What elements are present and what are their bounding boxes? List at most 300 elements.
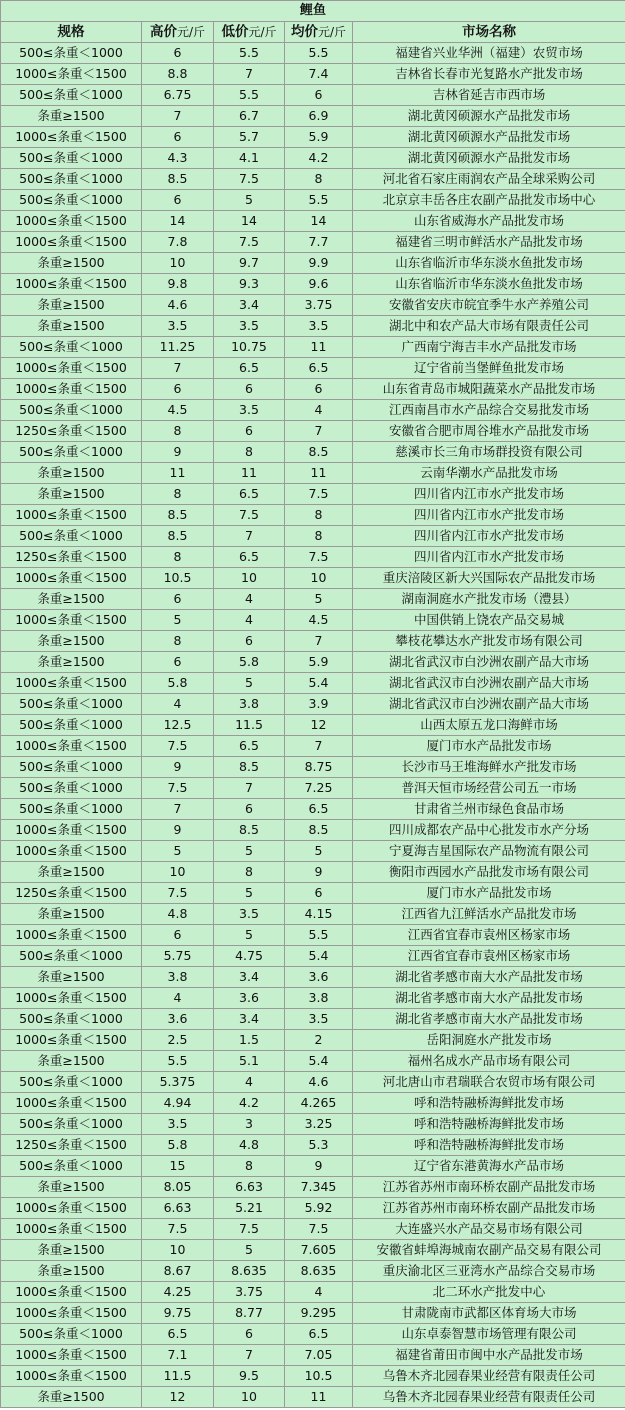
table-row bbox=[1, 421, 625, 442]
cell-market: 乌鲁木齐北园春果业经营有限责任公司 bbox=[353, 1366, 625, 1387]
cell-low: 3.4 bbox=[214, 295, 285, 316]
table-row bbox=[1, 589, 625, 610]
cell-avg: 8.5 bbox=[285, 820, 353, 841]
cell-spec: 条重≥1500 bbox=[1, 904, 142, 925]
cell-low: 3.5 bbox=[214, 316, 285, 337]
cell-avg: 4.5 bbox=[285, 610, 353, 631]
cell-high: 10.5 bbox=[142, 568, 214, 589]
cell-high: 9.75 bbox=[142, 1303, 214, 1324]
cell-market: 宁夏海吉星国际农产品物流有限公司 bbox=[353, 841, 625, 862]
cell-low: 3.4 bbox=[214, 1009, 285, 1030]
cell-spec: 500≤条重＜1000 bbox=[1, 190, 142, 211]
cell-high: 6 bbox=[142, 925, 214, 946]
cell-low: 8.5 bbox=[214, 757, 285, 778]
cell-market: 攀枝花攀达水产批发市场有限公司 bbox=[353, 631, 625, 652]
cell-high: 4.3 bbox=[142, 148, 214, 169]
cell-market: 四川省内江市水产批发市场 bbox=[353, 505, 625, 526]
table-row bbox=[1, 1072, 625, 1093]
cell-market: 福建省兴业华洲（福建）农贸市场 bbox=[353, 43, 625, 64]
cell-market: 安徽省蚌埠海城南农副产品交易有限公司 bbox=[353, 1240, 625, 1261]
table-row bbox=[1, 778, 625, 799]
cell-avg: 3.6 bbox=[285, 967, 353, 988]
cell-spec: 条重≥1500 bbox=[1, 652, 142, 673]
cell-spec: 条重≥1500 bbox=[1, 463, 142, 484]
cell-low: 4 bbox=[214, 589, 285, 610]
cell-avg: 3.25 bbox=[285, 1114, 353, 1135]
cell-market: 长沙市马王堆海鲜水产批发市场 bbox=[353, 757, 625, 778]
cell-low: 11.5 bbox=[214, 715, 285, 736]
table-row bbox=[1, 1366, 625, 1387]
cell-avg: 9.295 bbox=[285, 1303, 353, 1324]
cell-low: 8.5 bbox=[214, 820, 285, 841]
cell-market: 河北省石家庄雨润农产品全球采购公司 bbox=[353, 169, 625, 190]
header-avg bbox=[285, 22, 353, 43]
cell-high: 8.5 bbox=[142, 169, 214, 190]
cell-high: 4 bbox=[142, 988, 214, 1009]
cell-avg: 5.4 bbox=[285, 1051, 353, 1072]
cell-low: 6.5 bbox=[214, 736, 285, 757]
table-row bbox=[1, 1324, 625, 1345]
cell-low: 9.5 bbox=[214, 1366, 285, 1387]
cell-market: 呼和浩特融桥海鲜批发市场 bbox=[353, 1114, 625, 1135]
cell-market: 北京京丰岳各庄农副产品批发市场中心 bbox=[353, 190, 625, 211]
cell-low: 3.6 bbox=[214, 988, 285, 1009]
cell-market: 岳阳洞庭水产批发市场 bbox=[353, 1030, 625, 1051]
cell-market: 北二环水产批发中心 bbox=[353, 1282, 625, 1303]
cell-avg: 5 bbox=[285, 589, 353, 610]
cell-market: 湖北省武汉市白沙洲农副产品大市场 bbox=[353, 652, 625, 673]
cell-avg: 3.75 bbox=[285, 295, 353, 316]
cell-avg: 7 bbox=[285, 421, 353, 442]
cell-low: 6 bbox=[214, 1324, 285, 1345]
cell-high: 9 bbox=[142, 442, 214, 463]
cell-spec: 条重≥1500 bbox=[1, 1261, 142, 1282]
cell-market: 湖北黄冈硕源水产品批发市场 bbox=[353, 148, 625, 169]
cell-high: 10 bbox=[142, 1240, 214, 1261]
cell-market: 甘肃陇南市武都区体育场大市场 bbox=[353, 1303, 625, 1324]
cell-low: 6.63 bbox=[214, 1177, 285, 1198]
cell-high: 3.5 bbox=[142, 1114, 214, 1135]
cell-high: 8.67 bbox=[142, 1261, 214, 1282]
cell-high: 6 bbox=[142, 127, 214, 148]
cell-low: 9.3 bbox=[214, 274, 285, 295]
cell-low: 4.1 bbox=[214, 148, 285, 169]
cell-spec: 500≤条重＜1000 bbox=[1, 400, 142, 421]
cell-spec: 1000≤条重＜1500 bbox=[1, 820, 142, 841]
table-row bbox=[1, 316, 625, 337]
cell-high: 6 bbox=[142, 379, 214, 400]
header-low-label: 低价 bbox=[221, 24, 249, 40]
cell-spec: 1000≤条重＜1500 bbox=[1, 610, 142, 631]
cell-high: 7 bbox=[142, 799, 214, 820]
table-row bbox=[1, 190, 625, 211]
header-avg-label: 均价 bbox=[290, 24, 318, 40]
cell-avg: 8 bbox=[285, 505, 353, 526]
cell-market: 山东省临沂市华东淡水鱼批发市场 bbox=[353, 253, 625, 274]
cell-spec: 条重≥1500 bbox=[1, 631, 142, 652]
cell-spec: 条重≥1500 bbox=[1, 295, 142, 316]
table-row bbox=[1, 820, 625, 841]
cell-high: 8.8 bbox=[142, 64, 214, 85]
cell-low: 4.8 bbox=[214, 1135, 285, 1156]
table-row bbox=[1, 1282, 625, 1303]
cell-high: 4.94 bbox=[142, 1093, 214, 1114]
cell-avg: 6.5 bbox=[285, 358, 353, 379]
cell-market: 吉林省长春市光复路水产批发市场 bbox=[353, 64, 625, 85]
table-row bbox=[1, 295, 625, 316]
cell-low: 3 bbox=[214, 1114, 285, 1135]
cell-market: 普洱天恒市场经营公司五一市场 bbox=[353, 778, 625, 799]
cell-avg: 8.5 bbox=[285, 442, 353, 463]
cell-high: 6.5 bbox=[142, 1324, 214, 1345]
cell-market: 四川成都农产品中心批发市水产分场 bbox=[353, 820, 625, 841]
cell-avg: 9.6 bbox=[285, 274, 353, 295]
table-row bbox=[1, 43, 625, 64]
cell-market: 乌鲁木齐北园春果业经营有限责任公司 bbox=[353, 1387, 625, 1408]
cell-low: 10.75 bbox=[214, 337, 285, 358]
table-row bbox=[1, 1093, 625, 1114]
cell-spec: 500≤条重＜1000 bbox=[1, 148, 142, 169]
header-high-unit: 元/斤 bbox=[176, 25, 206, 39]
cell-spec: 1000≤条重＜1500 bbox=[1, 358, 142, 379]
cell-high: 7.5 bbox=[142, 883, 214, 904]
table-row bbox=[1, 862, 625, 883]
table-row bbox=[1, 274, 625, 295]
cell-spec: 500≤条重＜1000 bbox=[1, 1009, 142, 1030]
cell-high: 3.8 bbox=[142, 967, 214, 988]
cell-market: 甘肃省兰州市绿色食品市场 bbox=[353, 799, 625, 820]
cell-avg: 4.2 bbox=[285, 148, 353, 169]
cell-spec: 500≤条重＜1000 bbox=[1, 778, 142, 799]
cell-high: 7 bbox=[142, 358, 214, 379]
cell-high: 10 bbox=[142, 253, 214, 274]
cell-high: 4.6 bbox=[142, 295, 214, 316]
cell-low: 7 bbox=[214, 778, 285, 799]
cell-market: 湖北省武汉市白沙洲农副产品大市场 bbox=[353, 673, 625, 694]
cell-spec: 条重≥1500 bbox=[1, 1051, 142, 1072]
cell-low: 1.5 bbox=[214, 1030, 285, 1051]
table-row bbox=[1, 148, 625, 169]
table-row bbox=[1, 253, 625, 274]
header-low-unit: 元/斤 bbox=[248, 25, 277, 39]
cell-avg: 14 bbox=[285, 211, 353, 232]
table-row bbox=[1, 526, 625, 547]
cell-low: 6 bbox=[214, 379, 285, 400]
cell-market: 湖北省孝感市南大水产品批发市场 bbox=[353, 988, 625, 1009]
cell-avg: 5.9 bbox=[285, 127, 353, 148]
cell-low: 4.2 bbox=[214, 1093, 285, 1114]
cell-high: 5.5 bbox=[142, 1051, 214, 1072]
cell-low: 8 bbox=[214, 862, 285, 883]
cell-low: 5 bbox=[214, 190, 285, 211]
cell-avg: 8.635 bbox=[285, 1261, 353, 1282]
cell-avg: 5.9 bbox=[285, 652, 353, 673]
table-row bbox=[1, 1135, 625, 1156]
table-row bbox=[1, 484, 625, 505]
cell-spec: 条重≥1500 bbox=[1, 316, 142, 337]
table-row bbox=[1, 1156, 625, 1177]
cell-avg: 12 bbox=[285, 715, 353, 736]
cell-avg: 2 bbox=[285, 1030, 353, 1051]
cell-low: 7 bbox=[214, 64, 285, 85]
cell-avg: 4.265 bbox=[285, 1093, 353, 1114]
cell-avg: 9 bbox=[285, 862, 353, 883]
cell-market: 江西省宜春市袁州区杨家市场 bbox=[353, 946, 625, 967]
cell-market: 呼和浩特融桥海鲜批发市场 bbox=[353, 1135, 625, 1156]
cell-market: 福州名成水产品市场有限公司 bbox=[353, 1051, 625, 1072]
cell-market: 山东省威海水产品批发市场 bbox=[353, 211, 625, 232]
cell-market: 湖北省武汉市白沙洲农副产品大市场 bbox=[353, 694, 625, 715]
table-row bbox=[1, 673, 625, 694]
cell-avg: 5.5 bbox=[285, 190, 353, 211]
table-row bbox=[1, 1009, 625, 1030]
cell-market: 湖北中和农产品大市场有限责任公司 bbox=[353, 316, 625, 337]
cell-spec: 1000≤条重＜1500 bbox=[1, 1303, 142, 1324]
cell-low: 5 bbox=[214, 673, 285, 694]
cell-low: 5 bbox=[214, 1240, 285, 1261]
cell-avg: 6.5 bbox=[285, 1324, 353, 1345]
cell-high: 12.5 bbox=[142, 715, 214, 736]
cell-low: 6.5 bbox=[214, 358, 285, 379]
cell-low: 5 bbox=[214, 841, 285, 862]
header-high-label: 高价 bbox=[149, 24, 177, 40]
cell-high: 11.25 bbox=[142, 337, 214, 358]
table-row bbox=[1, 988, 625, 1009]
cell-high: 5.8 bbox=[142, 1135, 214, 1156]
header-high bbox=[142, 22, 214, 43]
table-row bbox=[1, 904, 625, 925]
cell-avg: 7.5 bbox=[285, 1219, 353, 1240]
cell-avg: 7.05 bbox=[285, 1345, 353, 1366]
table-row bbox=[1, 1114, 625, 1135]
cell-spec: 1250≤条重＜1500 bbox=[1, 421, 142, 442]
cell-high: 8 bbox=[142, 547, 214, 568]
cell-spec: 1000≤条重＜1500 bbox=[1, 1198, 142, 1219]
cell-spec: 500≤条重＜1000 bbox=[1, 1156, 142, 1177]
cell-low: 4.75 bbox=[214, 946, 285, 967]
cell-market: 湖北黄冈硕源水产品批发市场 bbox=[353, 106, 625, 127]
cell-market: 广西南宁海吉丰水产品批发市场 bbox=[353, 337, 625, 358]
cell-avg: 7 bbox=[285, 736, 353, 757]
cell-avg: 6.9 bbox=[285, 106, 353, 127]
cell-high: 4 bbox=[142, 694, 214, 715]
cell-high: 8.05 bbox=[142, 1177, 214, 1198]
cell-market: 江西省宜春市袁州区杨家市场 bbox=[353, 925, 625, 946]
cell-low: 6.7 bbox=[214, 106, 285, 127]
cell-market: 江西南昌市水产品综合交易批发市场 bbox=[353, 400, 625, 421]
table-row bbox=[1, 841, 625, 862]
cell-market: 辽宁省东港黄海水产品市场 bbox=[353, 1156, 625, 1177]
cell-avg: 5.5 bbox=[285, 925, 353, 946]
cell-spec: 条重≥1500 bbox=[1, 106, 142, 127]
table-row bbox=[1, 1345, 625, 1366]
cell-high: 6 bbox=[142, 190, 214, 211]
table-row bbox=[1, 652, 625, 673]
cell-avg: 11 bbox=[285, 337, 353, 358]
cell-high: 5 bbox=[142, 841, 214, 862]
table-row bbox=[1, 1240, 625, 1261]
cell-avg: 3.8 bbox=[285, 988, 353, 1009]
cell-high: 2.5 bbox=[142, 1030, 214, 1051]
table-row bbox=[1, 169, 625, 190]
cell-market: 大连盛兴水产品交易市场有限公司 bbox=[353, 1219, 625, 1240]
cell-spec: 1250≤条重＜1500 bbox=[1, 1135, 142, 1156]
table-row bbox=[1, 967, 625, 988]
cell-low: 3.5 bbox=[214, 904, 285, 925]
header-market: 市场名称 bbox=[353, 22, 625, 43]
cell-market: 四川省内江市水产批发市场 bbox=[353, 484, 625, 505]
cell-market: 山东省临沂市华东淡水鱼批发市场 bbox=[353, 274, 625, 295]
cell-avg: 11 bbox=[285, 463, 353, 484]
cell-low: 3.75 bbox=[214, 1282, 285, 1303]
cell-low: 5 bbox=[214, 883, 285, 904]
cell-market: 慈溪市长三角市场群投资有限公司 bbox=[353, 442, 625, 463]
cell-low: 3.4 bbox=[214, 967, 285, 988]
cell-spec: 条重≥1500 bbox=[1, 484, 142, 505]
cell-market: 安徽省安庆市皖宜季牛水产养殖公司 bbox=[353, 295, 625, 316]
table-row bbox=[1, 568, 625, 589]
cell-spec: 500≤条重＜1000 bbox=[1, 169, 142, 190]
table-row bbox=[1, 505, 625, 526]
cell-market: 湖南洞庭水产批发市场（澧县） bbox=[353, 589, 625, 610]
cell-avg: 10.5 bbox=[285, 1366, 353, 1387]
cell-spec: 1000≤条重＜1500 bbox=[1, 1093, 142, 1114]
cell-low: 4 bbox=[214, 610, 285, 631]
cell-high: 7.5 bbox=[142, 1219, 214, 1240]
header-low bbox=[214, 22, 285, 43]
table-row bbox=[1, 610, 625, 631]
table-row bbox=[1, 1198, 625, 1219]
cell-spec: 500≤条重＜1000 bbox=[1, 946, 142, 967]
cell-low: 5.8 bbox=[214, 652, 285, 673]
cell-market: 湖北黄冈硕源水产品批发市场 bbox=[353, 127, 625, 148]
cell-avg: 3.5 bbox=[285, 1009, 353, 1030]
cell-market: 福建省莆田市闽中水产品批发市场 bbox=[353, 1345, 625, 1366]
table-row bbox=[1, 736, 625, 757]
cell-high: 7.1 bbox=[142, 1345, 214, 1366]
cell-high: 14 bbox=[142, 211, 214, 232]
cell-avg: 9 bbox=[285, 1156, 353, 1177]
cell-low: 5.5 bbox=[214, 85, 285, 106]
cell-market: 山东卓泰智慧市场管理有限公司 bbox=[353, 1324, 625, 1345]
table-row bbox=[1, 631, 625, 652]
cell-market: 山东省青岛市城阳蔬菜水产品批发市场 bbox=[353, 379, 625, 400]
cell-spec: 1000≤条重＜1500 bbox=[1, 1030, 142, 1051]
cell-market: 呼和浩特融桥海鲜批发市场 bbox=[353, 1093, 625, 1114]
cell-low: 6 bbox=[214, 799, 285, 820]
table-row bbox=[1, 799, 625, 820]
table-body bbox=[1, 43, 625, 1408]
cell-low: 8.635 bbox=[214, 1261, 285, 1282]
cell-avg: 10 bbox=[285, 568, 353, 589]
cell-spec: 条重≥1500 bbox=[1, 589, 142, 610]
cell-low: 11 bbox=[214, 463, 285, 484]
cell-low: 6 bbox=[214, 631, 285, 652]
cell-spec: 条重≥1500 bbox=[1, 1177, 142, 1198]
cell-spec: 1000≤条重＜1500 bbox=[1, 274, 142, 295]
cell-avg: 11 bbox=[285, 1387, 353, 1408]
cell-high: 12 bbox=[142, 1387, 214, 1408]
cell-low: 6.5 bbox=[214, 484, 285, 505]
cell-avg: 4 bbox=[285, 1282, 353, 1303]
cell-low: 5.21 bbox=[214, 1198, 285, 1219]
header-spec: 规格 bbox=[1, 22, 142, 43]
cell-high: 5.8 bbox=[142, 673, 214, 694]
table-row bbox=[1, 1030, 625, 1051]
table-row bbox=[1, 1261, 625, 1282]
cell-low: 4 bbox=[214, 1072, 285, 1093]
cell-low: 7 bbox=[214, 526, 285, 547]
cell-avg: 4.6 bbox=[285, 1072, 353, 1093]
cell-market: 吉林省延吉市西市场 bbox=[353, 85, 625, 106]
cell-market: 中国供销上饶农产品交易城 bbox=[353, 610, 625, 631]
cell-low: 7.5 bbox=[214, 169, 285, 190]
table-row bbox=[1, 337, 625, 358]
cell-market: 四川省内江市水产批发市场 bbox=[353, 547, 625, 568]
table-row bbox=[1, 694, 625, 715]
cell-avg: 4 bbox=[285, 400, 353, 421]
table-row bbox=[1, 1177, 625, 1198]
table-row bbox=[1, 946, 625, 967]
cell-avg: 8 bbox=[285, 526, 353, 547]
cell-spec: 1000≤条重＜1500 bbox=[1, 505, 142, 526]
cell-low: 7.5 bbox=[214, 1219, 285, 1240]
cell-high: 9.8 bbox=[142, 274, 214, 295]
cell-spec: 1000≤条重＜1500 bbox=[1, 211, 142, 232]
cell-high: 8 bbox=[142, 631, 214, 652]
table-row bbox=[1, 442, 625, 463]
cell-spec: 条重≥1500 bbox=[1, 1240, 142, 1261]
cell-avg: 3.5 bbox=[285, 316, 353, 337]
cell-spec: 1250≤条重＜1500 bbox=[1, 547, 142, 568]
cell-market: 重庆渝北区三亚湾水产品综合交易市场 bbox=[353, 1261, 625, 1282]
cell-market: 安徽省合肥市周谷堆水产品批发市场 bbox=[353, 421, 625, 442]
cell-spec: 条重≥1500 bbox=[1, 1387, 142, 1408]
cell-market: 湖北省孝感市南大水产品批发市场 bbox=[353, 1009, 625, 1030]
header-avg-unit: 元/斤 bbox=[317, 25, 347, 39]
table-row bbox=[1, 379, 625, 400]
cell-market: 厦门市水产品批发市场 bbox=[353, 736, 625, 757]
cell-spec: 500≤条重＜1000 bbox=[1, 85, 142, 106]
table-title: 鲤鱼 bbox=[1, 1, 625, 22]
cell-spec: 1000≤条重＜1500 bbox=[1, 925, 142, 946]
cell-avg: 7 bbox=[285, 631, 353, 652]
table-row bbox=[1, 1051, 625, 1072]
cell-market: 辽宁省前当堡鲜鱼批发市场 bbox=[353, 358, 625, 379]
cell-high: 11.5 bbox=[142, 1366, 214, 1387]
table-row bbox=[1, 547, 625, 568]
cell-high: 7 bbox=[142, 106, 214, 127]
cell-spec: 条重≥1500 bbox=[1, 253, 142, 274]
table-row bbox=[1, 1303, 625, 1324]
cell-high: 8.5 bbox=[142, 505, 214, 526]
cell-high: 6.75 bbox=[142, 85, 214, 106]
cell-spec: 500≤条重＜1000 bbox=[1, 1114, 142, 1135]
cell-low: 7.5 bbox=[214, 232, 285, 253]
cell-high: 9 bbox=[142, 757, 214, 778]
cell-avg: 7.605 bbox=[285, 1240, 353, 1261]
cell-avg: 6 bbox=[285, 85, 353, 106]
cell-spec: 500≤条重＜1000 bbox=[1, 1072, 142, 1093]
cell-avg: 6.5 bbox=[285, 799, 353, 820]
cell-high: 8 bbox=[142, 421, 214, 442]
cell-high: 6.63 bbox=[142, 1198, 214, 1219]
cell-low: 9.7 bbox=[214, 253, 285, 274]
cell-avg: 3.9 bbox=[285, 694, 353, 715]
cell-spec: 1000≤条重＜1500 bbox=[1, 379, 142, 400]
cell-market: 衡阳市西园水产品批发市场有限公司 bbox=[353, 862, 625, 883]
cell-high: 15 bbox=[142, 1156, 214, 1177]
